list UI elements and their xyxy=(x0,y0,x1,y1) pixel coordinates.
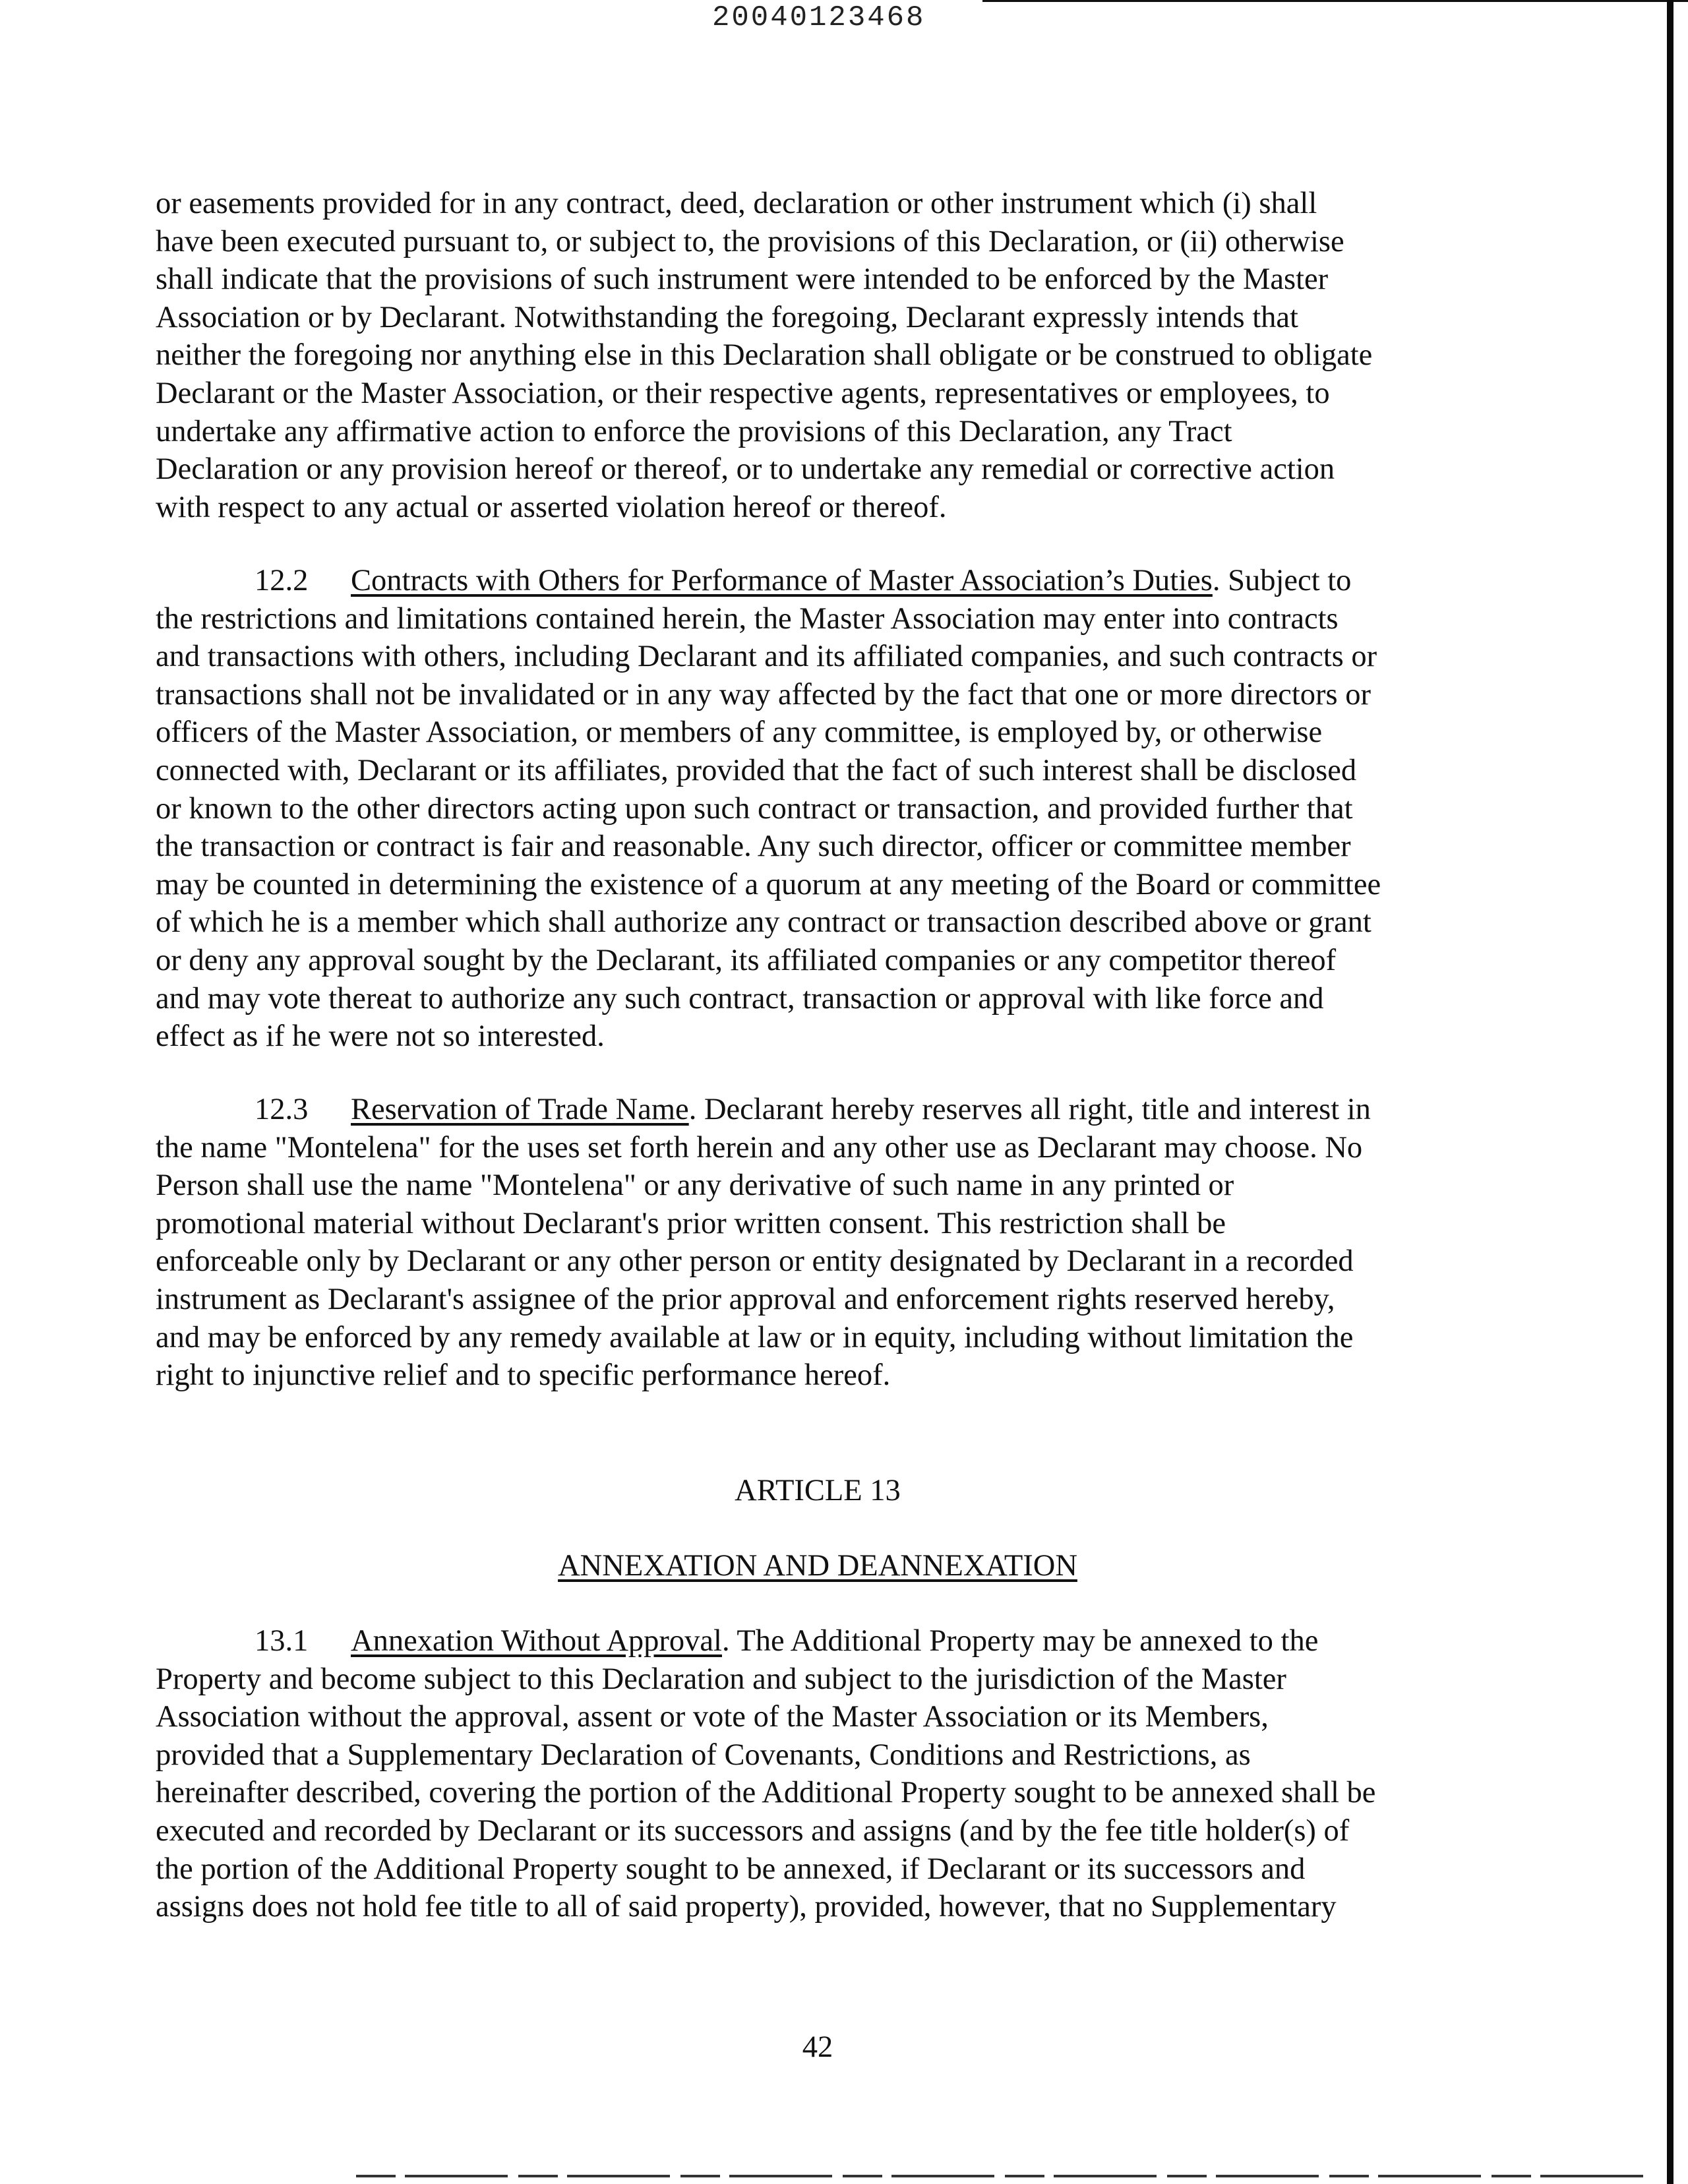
section-heading-line xyxy=(156,562,1474,600)
article-title xyxy=(0,1547,1635,1585)
text-line: undertake any affirmative action to enforce the provisions of this Declaration, any Tract xyxy=(156,414,1232,448)
text-line: the portion of the Additional Property sought to be annexed, if Declarant or its successors and xyxy=(156,1852,1306,1886)
article-label: ARTICLE 13 xyxy=(735,1474,901,1507)
text-line: may be counted in determining the existence of a quorum at any meeting of the Board or committee xyxy=(156,867,1381,901)
text-line: Declaration or any provision hereof or thereof, or to undertake any remedial or corrective action xyxy=(156,452,1335,487)
text-line: and may be enforced by any remedy available at law or in equity, including without limitation the xyxy=(156,1320,1354,1354)
section-first-line-text: . The Additional Property may be annexed to the xyxy=(721,1624,1319,1658)
section-first-line-text: . Subject to xyxy=(1212,564,1352,597)
section-13-1 xyxy=(156,1622,1474,1926)
text-line: neither the foregoing nor anything else in this Declaration shall obligate or be construed to obligate xyxy=(156,338,1373,373)
text-line: and transactions with others, including Declarant and its affiliated companies, and such contracts or xyxy=(156,640,1377,674)
text-line: officers of the Master Association, or members of any committee, is employed by, or otherwise xyxy=(156,715,1323,750)
text-line: of which he is a member which shall authorize any contract or transaction described above or grant xyxy=(156,905,1372,940)
top-rule xyxy=(982,0,1688,2)
page-number: 42 xyxy=(802,2030,833,2064)
section-heading-line xyxy=(156,1091,1474,1129)
text-line: the name "Montelena" for the uses set forth herein and any other use as Declarant may choose. No xyxy=(156,1130,1363,1165)
text-line: shall indicate that the provisions of such instrument were intended to be enforced by the Master xyxy=(156,262,1329,297)
section-title: Annexation Without Approval xyxy=(351,1624,722,1658)
text-line: hereinafter described, covering the portion of the Additional Property sought to be annexed shall be xyxy=(156,1776,1376,1810)
section-number: 12.3 xyxy=(255,1093,309,1126)
article-title-text: ANNEXATION AND DEANNEXATION xyxy=(558,1549,1077,1583)
section-12-3 xyxy=(156,1091,1474,1395)
text-line: enforceable only by Declarant or any other person or entity designated by Declarant in a recorded xyxy=(156,1244,1354,1279)
document-number: 20040123468 xyxy=(712,1,926,34)
section-number: 12.2 xyxy=(255,564,309,597)
text-line: with respect to any actual or asserted violation hereof or thereof. xyxy=(156,490,947,524)
text-line: or known to the other directors acting upon such contract or transaction, and provided further that xyxy=(156,791,1353,826)
text-line: provided that a Supplementary Declaration of Covenants, Conditions and Restrictions, as xyxy=(156,1738,1251,1772)
text-line: transactions shall not be invalidated or in any way affected by the fact that one or more directors or xyxy=(156,677,1371,712)
text-line: the transaction or contract is fair and reasonable. Any such director, officer or committee member xyxy=(156,830,1351,864)
text-line: the restrictions and limitations contained herein, the Master Association may enter into contracts xyxy=(156,601,1339,636)
text-line: Declarant or the Master Association, or their respective agents, representatives or employees, to xyxy=(156,376,1330,410)
text-line: or easements provided for in any contract, deed, declaration or other instrument which (i) shall xyxy=(156,187,1317,220)
text-line: instrument as Declarant's assignee of the prior approval and enforcement rights reserved hereby, xyxy=(156,1282,1335,1316)
text-line: and may vote thereat to authorize any such contract, transaction or approval with like force and xyxy=(156,981,1324,1016)
section-12-2 xyxy=(156,562,1474,1056)
text-line: Property and become subject to this Declaration and subject to the jurisdiction of the Master xyxy=(156,1662,1286,1696)
text-line: Person shall use the name "Montelena" or any derivative of such name in any printed or xyxy=(156,1168,1234,1203)
text-line: Association or by Declarant. Notwithstanding the foregoing, Declarant expressly intends that xyxy=(156,300,1298,334)
text-line: or deny any approval sought by the Declarant, its affiliated companies or any competitor thereof xyxy=(156,943,1337,977)
text-line: executed and recorded by Declarant or its successors and assigns (and by the fee title holder(s) of xyxy=(156,1813,1350,1848)
section-number: 13.1 xyxy=(255,1624,309,1658)
bottom-scan-rule xyxy=(356,2175,1648,2177)
section-title: Reservation of Trade Name xyxy=(351,1093,689,1126)
scan-edge-border xyxy=(1667,0,1673,2184)
text-line: connected with, Declarant or its affiliates, provided that the fact of such interest shall be disclosed xyxy=(156,753,1357,787)
text-line: assigns does not hold fee title to all of said property), provided, however, that no Supplementary xyxy=(156,1890,1337,1924)
section-title: Contracts with Others for Performance of Master Association’s Duties xyxy=(351,564,1213,597)
text-line: promotional material without Declarant's prior written consent. This restriction shall be xyxy=(156,1206,1226,1240)
text-line: have been executed pursuant to, or subject to, the provisions of this Declaration, or (ii) otherwise xyxy=(156,224,1344,258)
paragraph-continuation xyxy=(156,185,1474,526)
text-line: right to injunctive relief and to specific performance hereof. xyxy=(156,1358,891,1393)
text-line: Association without the approval, assent or vote of the Master Association or its Members, xyxy=(156,1700,1269,1734)
section-heading-line xyxy=(156,1622,1474,1660)
section-first-line-text: . Declarant hereby reserves all right, title and interest in xyxy=(688,1093,1371,1126)
text-line: effect as if he were not so interested. xyxy=(156,1019,605,1054)
